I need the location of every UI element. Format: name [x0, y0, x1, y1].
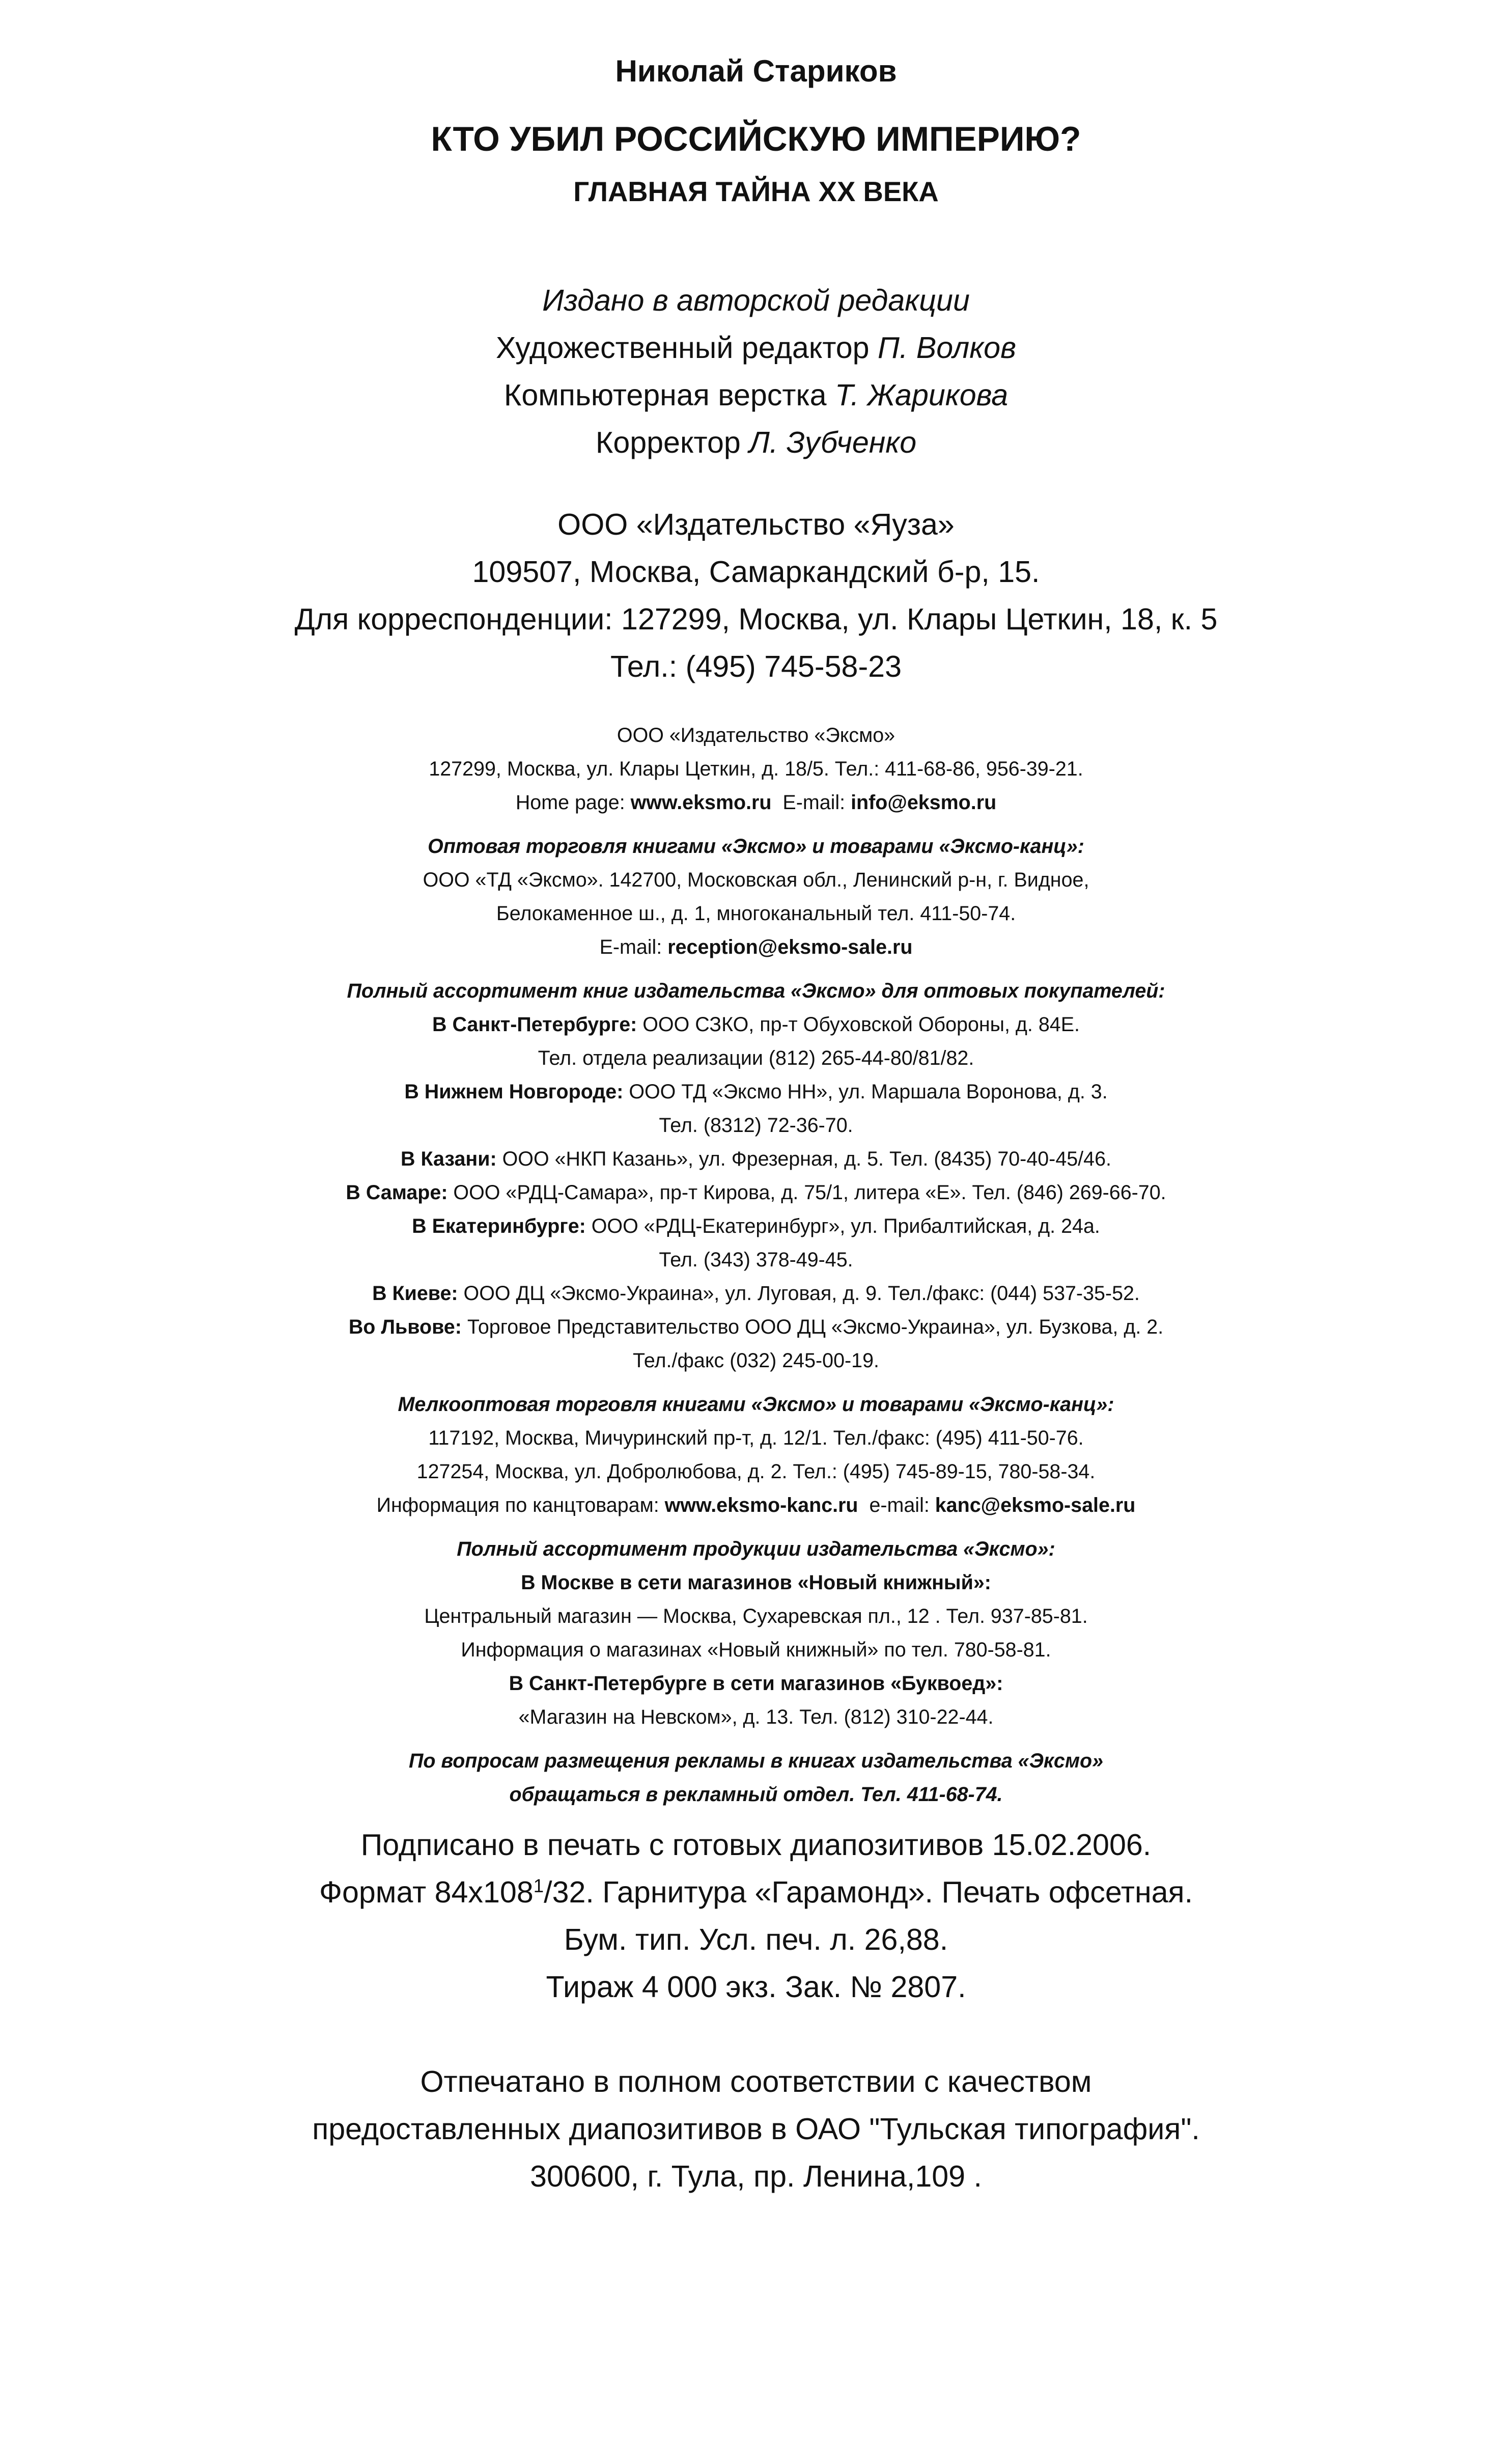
region-lviv-label: Во Львове:: [348, 1316, 467, 1338]
printing-house-line2: предоставленных диапозитивов в ОАО "Тульская типография".: [312, 2112, 1200, 2146]
email-link[interactable]: info@eksmo.ru: [851, 791, 997, 814]
edition-note: Издано в авторской редакции: [542, 283, 970, 317]
region-ekb-label: В Екатеринбурге:: [412, 1215, 592, 1237]
region-ekb-line2: Тел. (343) 378-49-45.: [659, 1249, 853, 1271]
print-format-suffix: /32. Гарнитура «Гарамонд». Печать офсетная.: [544, 1875, 1193, 1909]
small-wholesale-line1: 117192, Москва, Мичуринский пр-т, д. 12/1. Тел./факс: (495) 411-50-76.: [428, 1427, 1084, 1449]
region-nn: [0, 1082, 1512, 1102]
print-signed: Подписано в печать с готовых диапозитивов 15.02.2006.: [360, 1828, 1152, 1862]
region-samara-text: ООО «РДЦ-Самара», пр-т Кирова, д. 75/1, литера «Е». Тел. (846) 269-66-70.: [453, 1181, 1166, 1204]
retail-spb-heading: В Санкт-Петербурге в сети магазинов «Буквоед»:: [509, 1672, 1003, 1695]
region-spb-line2: Тел. отдела реализации (812) 265-44-80/81/82.: [538, 1047, 974, 1069]
region-kiev-label: В Киеве:: [372, 1282, 464, 1305]
print-format-sup: 1: [533, 1875, 544, 1896]
book-title: КТО УБИЛ РОССИЙСКУЮ ИМПЕРИЮ?: [431, 120, 1081, 158]
print-paper: Бум. тип. Усл. печ. л. 26,88.: [564, 1922, 948, 1956]
region-lviv-line2: Тел./факс (032) 245-00-19.: [633, 1349, 879, 1372]
wholesale-line2: Белокаменное ш., д. 1, многоканальный тел. 411-50-74.: [496, 902, 1016, 925]
retail-moscow-line2: Информация о магазинах «Новый книжный» по тел. 780-58-81.: [461, 1639, 1051, 1661]
region-kazan-label: В Казани:: [401, 1148, 502, 1170]
proofreader-label: Корректор: [595, 425, 749, 459]
proofreader-credit: [0, 427, 1512, 457]
eksmo-name: ООО «Издательство «Эксмо»: [617, 724, 895, 747]
region-spb-text: ООО СЗКО, пр-т Обуховской Обороны, д. 84Е.: [642, 1013, 1080, 1036]
proofreader-name: Л. Зубченко: [749, 425, 917, 459]
stationery-site-link[interactable]: www.eksmo-kanc.ru: [664, 1494, 858, 1516]
advertising-line1: По вопросам размещения рекламы в книгах издательства «Эксмо»: [408, 1750, 1104, 1772]
homepage-link[interactable]: www.eksmo.ru: [630, 791, 772, 814]
region-kiev: [0, 1284, 1512, 1304]
region-samara: [0, 1183, 1512, 1203]
region-nn-text: ООО ТД «Эксмо НН», ул. Маршала Воронова, д. 3.: [629, 1081, 1108, 1103]
retail-spb-line1: «Магазин на Невском», д. 13. Тел. (812) 310-22-44.: [518, 1706, 994, 1728]
yauza-correspondence: Для корреспонденции: 127299, Москва, ул. Клары Цеткин, 18, к. 5: [294, 602, 1218, 636]
retail-moscow-heading: В Москве в сети магазинов «Новый книжный»:: [521, 1571, 991, 1594]
yauza-name: ООО «Издательство «Яуза»: [557, 507, 955, 541]
region-spb-label: В Санкт-Петербурге:: [432, 1013, 643, 1036]
region-samara-label: В Самаре:: [346, 1181, 454, 1204]
art-editor-label: Художественный редактор: [496, 330, 878, 365]
wholesale-email-link[interactable]: reception@eksmo-sale.ru: [667, 936, 913, 958]
region-lviv: [0, 1317, 1512, 1337]
printing-house-line1: Отпечатано в полном соответствии с качеством: [420, 2064, 1092, 2098]
art-editor-name: П. Волков: [878, 330, 1016, 365]
region-lviv-text: Торговое Представительство ООО ДЦ «Эксмо-Украина», ул. Бузкова, д. 2.: [467, 1316, 1164, 1338]
yauza-phone: Тел.: (495) 745-58-23: [610, 649, 902, 683]
retail-heading: Полный ассортимент продукции издательства «Эксмо»:: [457, 1538, 1055, 1560]
region-ekb: [0, 1217, 1512, 1236]
homepage-label: Home page:: [515, 791, 631, 814]
advertising-line2: обращаться в рекламный отдел. Тел. 411-68-74.: [509, 1783, 1003, 1806]
region-kazan-text: ООО «НКП Казань», ул. Фрезерная, д. 5. Тел. (8435) 70-40-45/46.: [502, 1148, 1111, 1170]
eksmo-address: 127299, Москва, ул. Клары Цеткин, д. 18/5. Тел.: 411-68-86, 956-39-21.: [429, 758, 1083, 780]
region-ekb-text: ООО «РДЦ-Екатеринбург», ул. Прибалтийская, д. 24а.: [591, 1215, 1100, 1237]
retail-moscow-line1: Центральный магазин — Москва, Сухаревская пл., 12 . Тел. 937-85-81.: [424, 1605, 1088, 1627]
region-nn-line2: Тел. (8312) 72-36-70.: [659, 1114, 853, 1137]
wholesale-heading: Оптовая торговля книгами «Эксмо» и товарами «Эксмо-канц»:: [428, 835, 1084, 858]
book-subtitle: ГЛАВНАЯ ТАЙНА XX ВЕКА: [573, 176, 939, 207]
yauza-address: 109507, Москва, Самаркандский б-р, 15.: [472, 555, 1040, 589]
small-wholesale-heading: Мелкооптовая торговля книгами «Эксмо» и товарами «Эксмо-канц»:: [398, 1393, 1114, 1416]
stationery-email-label: e-mail:: [869, 1494, 935, 1516]
wholesale-email: [0, 937, 1512, 957]
layout-credit: [0, 380, 1512, 410]
wholesale-line1: ООО «ТД «Эксмо». 142700, Московская обл., Ленинский р-н, г. Видное,: [423, 869, 1089, 891]
wholesale-email-label: E-mail:: [599, 936, 668, 958]
layout-label: Компьютерная верстка: [503, 378, 835, 412]
regions-heading: Полный ассортимент книг издательства «Эксмо» для оптовых покупателей:: [347, 980, 1165, 1002]
region-nn-label: В Нижнем Новгороде:: [404, 1081, 629, 1103]
printing-house-line3: 300600, г. Тула, пр. Ленина,109 .: [530, 2159, 982, 2193]
email-label: E-mail:: [782, 791, 851, 814]
region-spb: [0, 1015, 1512, 1035]
layout-name: Т. Жарикова: [835, 378, 1009, 412]
print-format-prefix: Формат 84х108: [319, 1875, 534, 1909]
book-author: Николай Стариков: [615, 54, 897, 88]
art-editor-credit: [0, 330, 1512, 365]
eksmo-contacts: [0, 793, 1512, 813]
region-kazan: [0, 1149, 1512, 1169]
region-kiev-text: ООО ДЦ «Эксмо-Украина», ул. Луговая, д. 9. Тел./факс: (044) 537-35-52.: [463, 1282, 1140, 1305]
stationery-info: [0, 1496, 1512, 1515]
print-circulation: Тираж 4 000 экз. Зак. № 2807.: [546, 1970, 966, 2004]
stationery-email-link[interactable]: kanc@eksmo-sale.ru: [935, 1494, 1136, 1516]
small-wholesale-line2: 127254, Москва, ул. Добролюбова, д. 2. Тел.: (495) 745-89-15, 780-58-34.: [416, 1460, 1096, 1483]
stationery-info-label: Информация по канцтоварам:: [376, 1494, 665, 1516]
print-format: [0, 1877, 1512, 1907]
